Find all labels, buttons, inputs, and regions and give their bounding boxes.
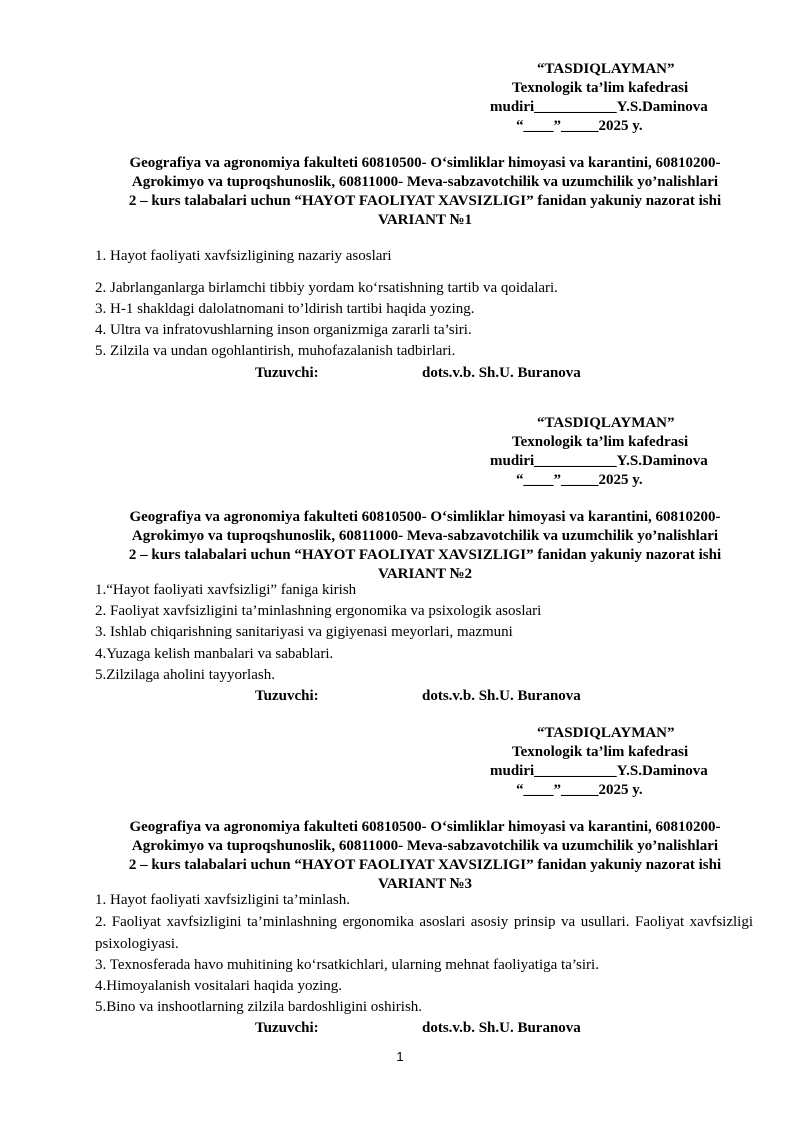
- approval-department: Texnologik ta’lim kafedrasi: [512, 744, 689, 760]
- variant-title: VARIANT №3: [377, 876, 473, 892]
- heading-line: 2 – kurs talabalari uchun “HAYOT FAOLIYAT XAVSIZLIGI” fanidan yakuniy nazorat ishi: [128, 193, 722, 209]
- question-item: 2. Faoliyat xavfsizligini ta’minlashning ergonomika va psixologik asoslari: [95, 603, 542, 619]
- author-name: dots.v.b. Sh.U. Buranova: [422, 1020, 581, 1036]
- question-item: 2. Faoliyat xavfsizligini ta’minlashning ergonomika asoslari asosiy prinsip va usullari. Faoliyat xavfsizligi psixologiyasi.: [95, 914, 753, 952]
- question-item: 5.Zilzilaga aholini tayyorlash.: [95, 667, 275, 683]
- author-name: dots.v.b. Sh.U. Buranova: [422, 688, 581, 704]
- author-line: [255, 365, 581, 382]
- question-item: 1. Hayot faoliyati xavfsizligining nazariy asoslari: [95, 248, 392, 264]
- question-item: 4.Himoyalanish vositalari haqida yozing.: [95, 978, 343, 994]
- author-label: Tuzuvchi:: [255, 1020, 319, 1036]
- approval-head: mudiri___________Y.S.Daminova: [490, 763, 708, 779]
- exam-heading: [95, 818, 755, 894]
- question-item: 4. Ultra va infratovushlarning inson organizmiga zararli ta’siri.: [95, 322, 472, 338]
- heading-line: Agrokimyo va tuproqshunoslik, 60811000- Meva-sabzavotchilik va uzumchilik yo’nalishlari: [131, 528, 719, 544]
- question-item: 1. Hayot faoliyati xavfsizligini ta’minlash.: [95, 892, 350, 908]
- question-item: 2. Jabrlanganlarga birlamchi tibbiy yordam ko‘rsatishning tartib va qoidalari.: [95, 280, 558, 296]
- heading-line: Geografiya va agronomiya fakulteti 60810500- O‘simliklar himoyasi va karantini, 60810200-: [129, 155, 721, 171]
- page-number: 1: [396, 1049, 404, 1064]
- author-line: [255, 1020, 581, 1037]
- heading-line: Geografiya va agronomiya fakulteti 60810500- O‘simliklar himoyasi va karantini, 60810200-: [129, 509, 721, 525]
- approval-block: [470, 724, 760, 800]
- author-label: Tuzuvchi:: [255, 688, 319, 704]
- approval-title: “TASDIQLAYMAN”: [537, 415, 675, 431]
- approval-department: Texnologik ta’lim kafedrasi: [512, 434, 689, 450]
- approval-block: [470, 60, 760, 136]
- variant-title: VARIANT №2: [377, 566, 473, 582]
- approval-date: “____”_____2025 y.: [516, 472, 643, 488]
- question-item: 4.Yuzaga kelish manbalari va sabablari.: [95, 646, 334, 662]
- question-item: 1.“Hayot faoliyati xavfsizligi” faniga kirish: [95, 582, 357, 598]
- heading-line: 2 – kurs talabalari uchun “HAYOT FAOLIYAT XAVSIZLIGI” fanidan yakuniy nazorat ishi: [128, 547, 722, 563]
- question-item: 5.Bino va inshootlarning zilzila bardoshligini oshirish.: [95, 999, 423, 1015]
- approval-title: “TASDIQLAYMAN”: [537, 61, 675, 77]
- question-item: 3. H-1 shakldagi dalolatnomani to’ldirish tartibi haqida yozing.: [95, 301, 475, 317]
- variant-title: VARIANT №1: [377, 212, 473, 228]
- question-item: 3. Ishlab chiqarishning sanitariyasi va gigiyenasi meyorlari, mazmuni: [95, 624, 513, 640]
- approval-block: [470, 414, 760, 490]
- author-line: [255, 688, 581, 705]
- heading-line: 2 – kurs talabalari uchun “HAYOT FAOLIYAT XAVSIZLIGI” fanidan yakuniy nazorat ishi: [128, 857, 722, 873]
- heading-line: Geografiya va agronomiya fakulteti 60810500- O‘simliklar himoyasi va karantini, 60810200-: [129, 819, 721, 835]
- question-item: 5. Zilzila va undan ogohlantirish, muhofazalanish tadbirlari.: [95, 343, 456, 359]
- approval-department: Texnologik ta’lim kafedrasi: [512, 80, 689, 96]
- author-label: Tuzuvchi:: [255, 365, 319, 381]
- approval-date: “____”_____2025 y.: [516, 118, 643, 134]
- exam-heading: [95, 154, 755, 230]
- exam-heading: [95, 508, 755, 584]
- heading-line: Agrokimyo va tuproqshunoslik, 60811000- Meva-sabzavotchilik va uzumchilik yo’nalishlari: [131, 174, 719, 190]
- approval-date: “____”_____2025 y.: [516, 782, 643, 798]
- approval-head: mudiri___________Y.S.Daminova: [490, 99, 708, 115]
- approval-head: mudiri___________Y.S.Daminova: [490, 453, 708, 469]
- heading-line: Agrokimyo va tuproqshunoslik, 60811000- Meva-sabzavotchilik va uzumchilik yo’nalishlari: [131, 838, 719, 854]
- author-name: dots.v.b. Sh.U. Buranova: [422, 365, 581, 381]
- approval-title: “TASDIQLAYMAN”: [537, 725, 675, 741]
- question-item: 3. Texnosferada havo muhitining ko‘rsatkichlari, ularning mehnat faoliyatiga ta’siri.: [95, 957, 599, 973]
